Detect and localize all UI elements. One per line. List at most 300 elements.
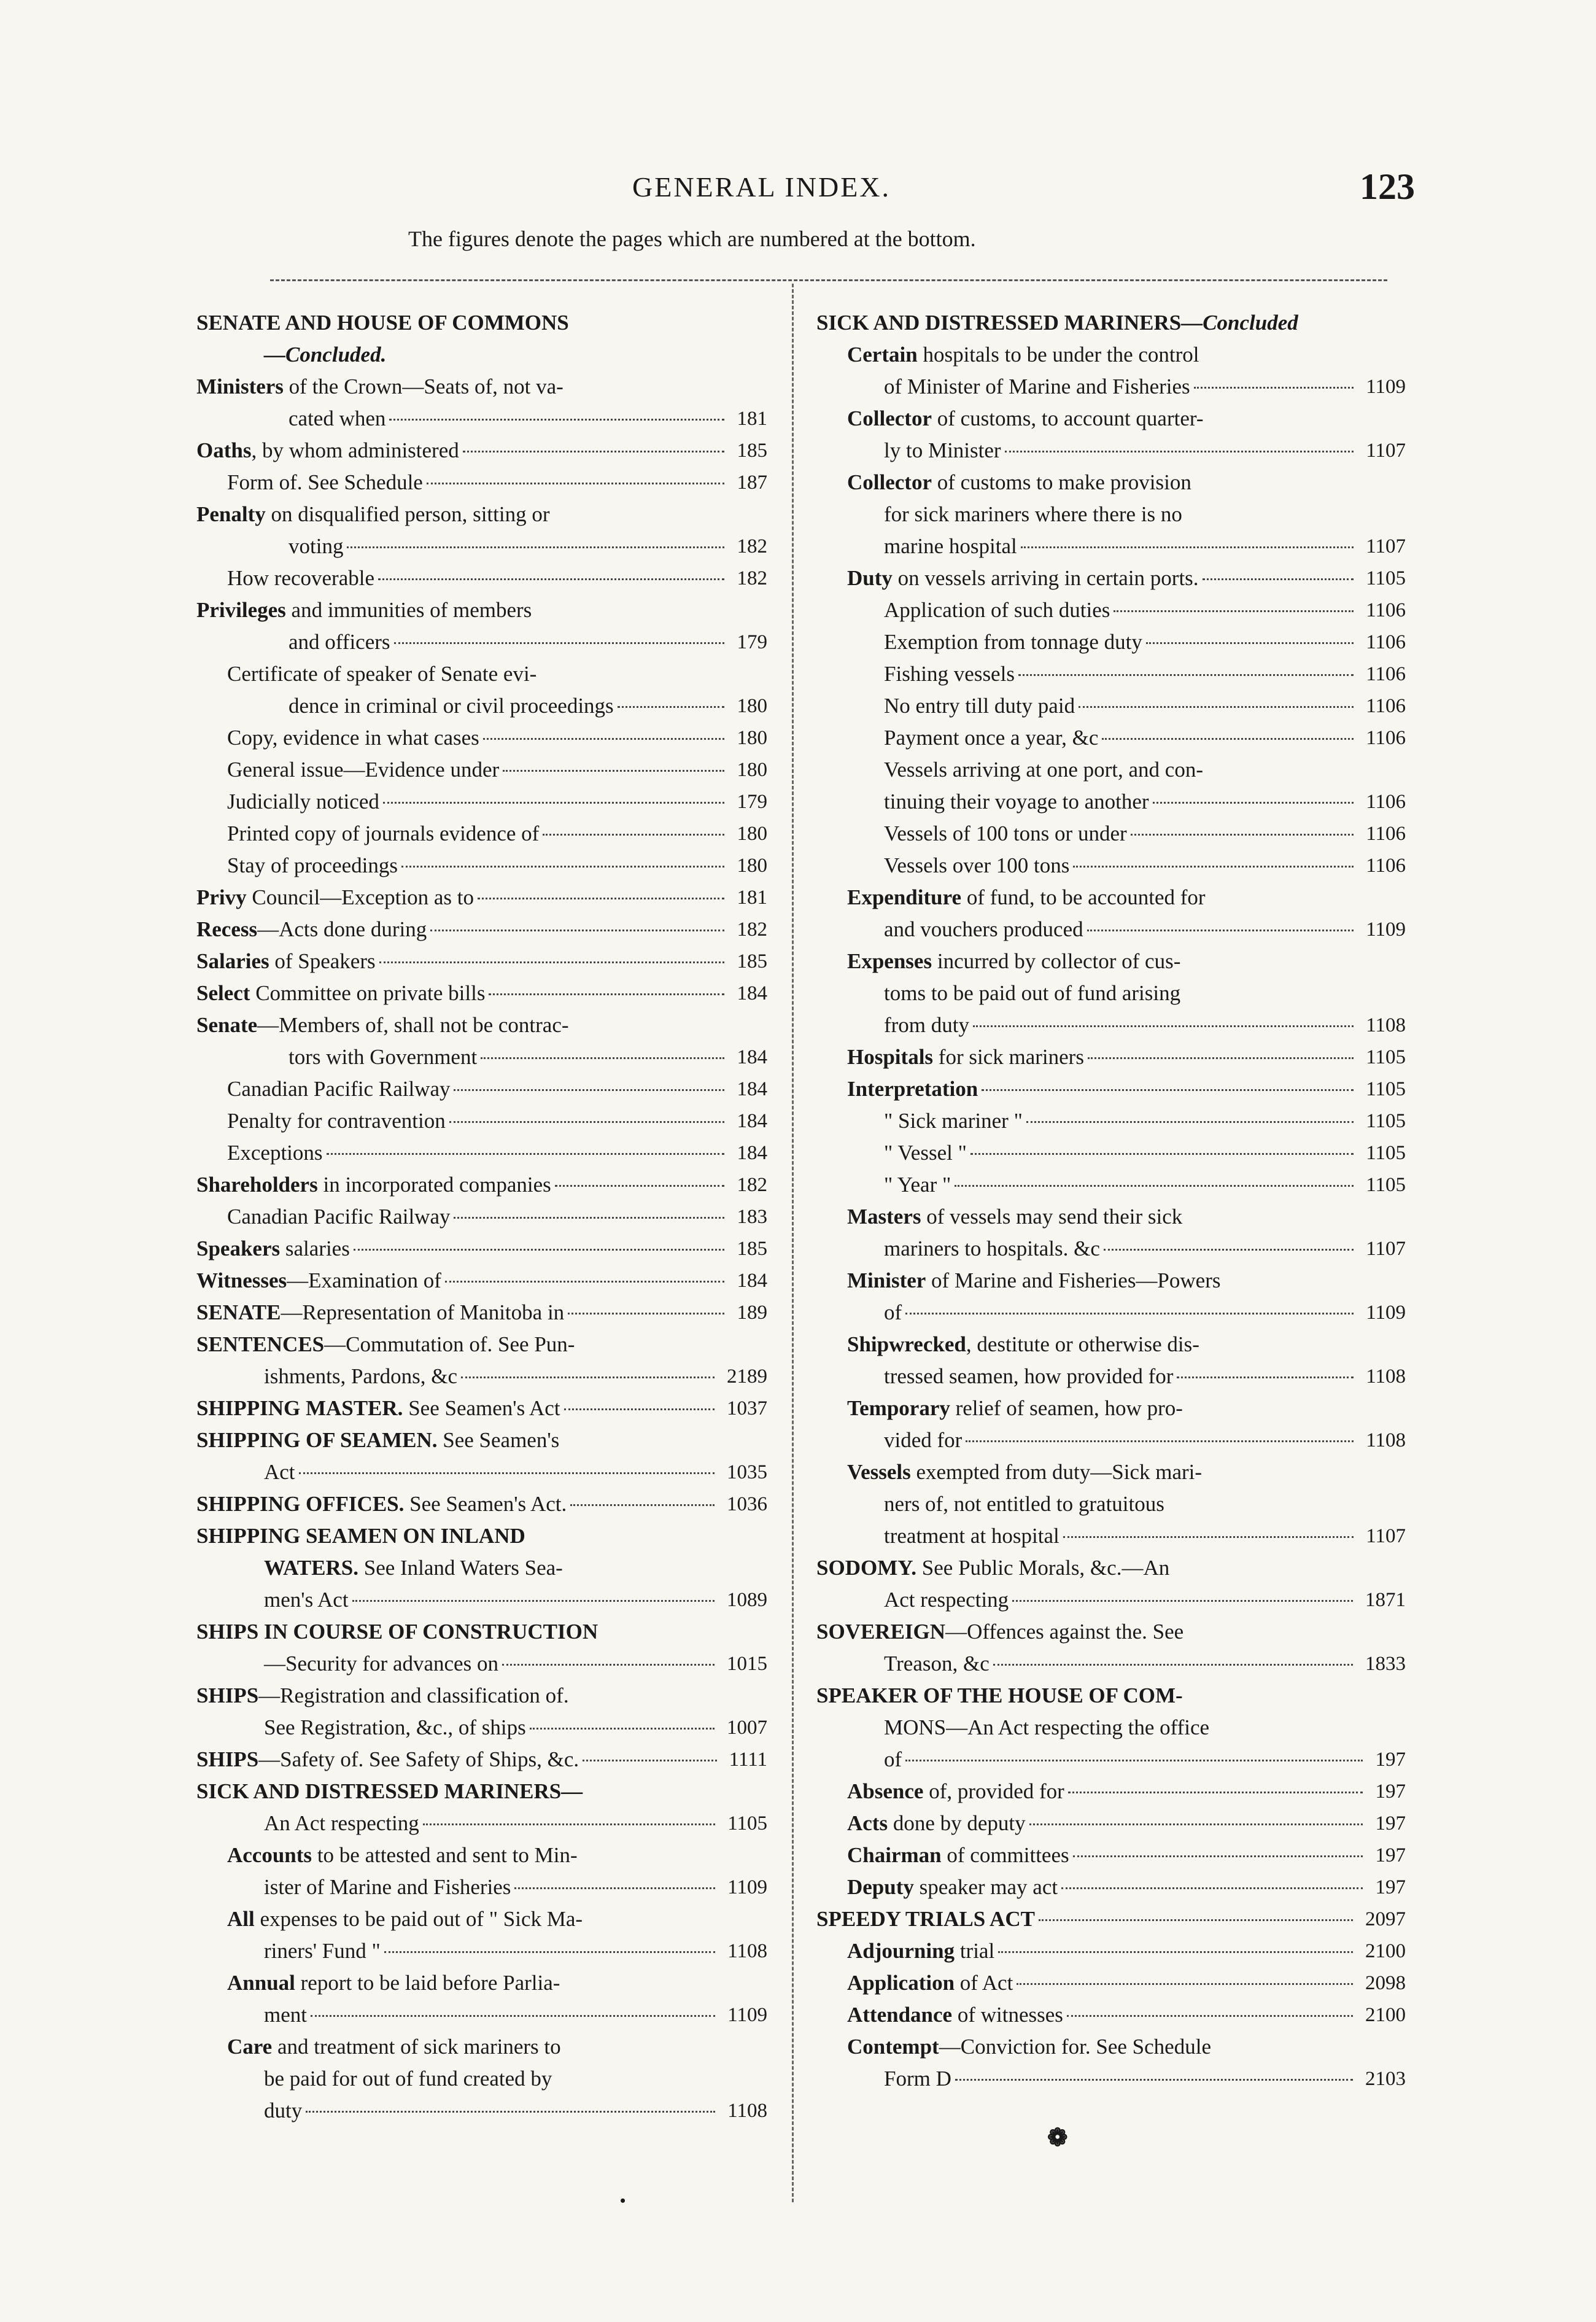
entry-text: on vessels arriving in certain ports. (892, 566, 1199, 590)
entry-text: riners' Fund " (264, 1939, 381, 1963)
index-entry (196, 1552, 767, 1584)
index-entry (816, 945, 1406, 977)
index-entry (816, 818, 1406, 850)
page-reference: 1106 (1366, 599, 1406, 621)
entry-text: —Representation of Manitoba in (281, 1300, 565, 1324)
page-reference: 1108 (1366, 1014, 1406, 1036)
entry-text: of the Crown—Seats of, not va- (283, 375, 564, 398)
entry-heading: Privy (196, 885, 247, 909)
entry-heading: Duty (847, 566, 893, 590)
index-entry (816, 339, 1406, 371)
dot-leader (378, 578, 724, 580)
index-entry (816, 1009, 1406, 1041)
page-header (0, 166, 1596, 215)
dot-leader (1068, 1792, 1363, 1793)
entry-text: Certificate of speaker of Senate evi- (227, 662, 537, 686)
page-reference: 1107 (1366, 535, 1406, 557)
page-reference: 1105 (1366, 1174, 1406, 1196)
dot-leader (503, 770, 724, 772)
page-reference: 1108 (1366, 1365, 1406, 1388)
entry-text: See Registration, &c., of ships (264, 1715, 526, 1739)
page-reference: 1106 (1366, 695, 1406, 717)
entry-text: cated when (289, 406, 386, 430)
printer-ornament: ❁ (1047, 2124, 1068, 2151)
entry-text: trial (955, 1939, 995, 1963)
dot-leader (299, 1472, 715, 1474)
entry-text: Council—Exception as to (246, 885, 474, 909)
entry-heading: Interpretation (847, 1077, 978, 1101)
entry-text: to be attested and sent to Min- (312, 1843, 578, 1867)
entry-heading: Select (196, 981, 250, 1005)
dot-leader (383, 802, 724, 804)
page-reference: 1109 (1366, 376, 1406, 398)
entry-heading: Annual (227, 1971, 295, 1995)
entry-text: in incorporated companies (317, 1173, 551, 1197)
index-entry (196, 1392, 767, 1424)
entry-text: Application of such duties (884, 598, 1110, 622)
index-entry (196, 1648, 767, 1680)
page-reference: 2189 (727, 1365, 767, 1388)
page-reference: 2103 (1365, 2068, 1406, 2090)
entry-text: —Security for advances on (264, 1652, 498, 1675)
dot-leader (384, 1951, 715, 1953)
entry-text: See Seamen's (437, 1428, 560, 1452)
entry-heading: SENATE AND HOUSE OF COMMONS (196, 311, 569, 335)
entry-text: Act (264, 1460, 295, 1484)
page-reference: 1108 (727, 2100, 767, 2122)
entry-heading: SODOMY. (816, 1556, 917, 1580)
page-reference: 181 (737, 887, 767, 909)
page-reference: 1107 (1366, 1238, 1406, 1260)
entry-text: toms to be paid out of fund arising (884, 981, 1181, 1005)
page-reference: 1111 (729, 1749, 767, 1771)
left-index-column (196, 307, 767, 2127)
dot-leader (1073, 1855, 1363, 1857)
entry-text: of Minister of Marine and Fisheries (884, 375, 1190, 398)
page-reference: 1107 (1366, 440, 1406, 462)
entry-text: , destitute or otherwise dis- (966, 1332, 1199, 1356)
entry-text: and officers (289, 630, 390, 654)
index-entry (196, 1233, 767, 1265)
entry-text: Payment once a year, &c (884, 726, 1099, 750)
index-entry (196, 1839, 767, 1871)
entry-heading: Adjourning (847, 1939, 955, 1963)
page-reference: 179 (737, 791, 767, 813)
index-entry (196, 403, 767, 435)
page-reference: 185 (737, 440, 767, 462)
entry-heading: Temporary (847, 1396, 950, 1420)
index-entry (816, 530, 1406, 562)
dot-leader (1039, 1919, 1353, 1921)
index-entry (816, 1233, 1406, 1265)
index-entry (196, 1967, 767, 1999)
entry-text: " Year " (884, 1173, 951, 1197)
entry-heading: Oaths (196, 438, 252, 462)
index-entry (816, 786, 1406, 818)
index-entry (196, 1584, 767, 1616)
index-entry (816, 1329, 1406, 1361)
index-entry (196, 1105, 767, 1137)
index-entry (816, 1776, 1406, 1808)
index-entry (196, 786, 767, 818)
page-reference: 181 (737, 408, 767, 430)
entry-heading: SENTENCES (196, 1332, 325, 1356)
entry-heading: SPEEDY TRIALS ACT (816, 1907, 1035, 1931)
index-entry (816, 1999, 1406, 2031)
dot-leader (982, 1089, 1354, 1091)
entry-text: See Seamen's Act (403, 1396, 560, 1420)
index-entry (196, 1808, 767, 1839)
page-reference: 180 (737, 695, 767, 717)
entry-text: Form of. See Schedule (227, 470, 423, 494)
entry-heading: Salaries (196, 949, 269, 973)
entry-heading: Contempt (847, 2035, 939, 2059)
entry-text: Fishing vessels (884, 662, 1015, 686)
page-reference: 1106 (1366, 791, 1406, 813)
entry-heading: SICK AND DISTRESSED MARINERS— (196, 1779, 583, 1803)
entry-heading: Vessels (847, 1460, 911, 1484)
entry-heading: Witnesses (196, 1268, 287, 1292)
index-entry (816, 403, 1406, 435)
dot-leader (1079, 706, 1354, 708)
dot-leader (1005, 451, 1354, 452)
page-reference: 197 (1375, 1876, 1406, 1898)
dot-leader (461, 1377, 715, 1378)
page-reference: 183 (737, 1206, 767, 1228)
dot-leader (347, 546, 724, 548)
page-reference: 2098 (1365, 1972, 1406, 1994)
index-entry (196, 945, 767, 977)
index-entry (816, 371, 1406, 403)
index-entry (196, 1903, 767, 1935)
entry-text: How recoverable (227, 566, 375, 590)
index-entry (816, 977, 1406, 1009)
index-entry (196, 1329, 767, 1361)
index-entry (196, 1488, 767, 1520)
index-entry (196, 1680, 767, 1712)
page-reference: 2100 (1365, 2004, 1406, 2026)
entry-heading: Acts (847, 1811, 888, 1835)
dot-leader (1194, 387, 1354, 389)
column-divider (792, 284, 794, 2202)
page-reference: 1107 (1366, 1525, 1406, 1547)
entry-text: of vessels may send their sick (921, 1205, 1183, 1229)
entry-text: Canadian Pacific Railway (227, 1205, 451, 1229)
entry-text: of Speakers (269, 949, 376, 973)
index-entry (816, 1712, 1406, 1744)
page-reference: 197 (1375, 1812, 1406, 1835)
dot-leader (993, 1664, 1353, 1666)
index-entry (196, 1201, 767, 1233)
index-entry (196, 818, 767, 850)
entry-text: treatment at hospital (884, 1524, 1059, 1548)
dot-leader (970, 1153, 1354, 1155)
dot-leader (1153, 802, 1354, 804)
entry-text: —Concluded. (264, 343, 387, 367)
entry-text: Exemption from tonnage duty (884, 630, 1142, 654)
page-reference: 2097 (1365, 1908, 1406, 1930)
entry-heading: Penalty (196, 502, 266, 526)
entry-text: General issue—Evidence under (227, 758, 500, 782)
entry-heading: SHIPPING SEAMEN ON INLAND (196, 1524, 525, 1548)
dot-leader (1114, 610, 1354, 612)
entry-heading: SHIPPING OF SEAMEN. (196, 1428, 438, 1452)
index-entry (816, 1648, 1406, 1680)
entry-text: Exceptions (227, 1141, 323, 1165)
dot-leader (564, 1408, 715, 1410)
page-reference: 182 (737, 918, 767, 941)
index-note: The figures denote the pages which are numbered at the bottom. (408, 227, 976, 251)
dot-leader (502, 1664, 715, 1666)
entry-text: of Marine and Fisheries—Powers (926, 1268, 1221, 1292)
entry-text: Copy, evidence in what cases (227, 726, 479, 750)
index-entry (816, 914, 1406, 945)
index-entry (196, 499, 767, 530)
entry-heading: Hospitals (847, 1045, 934, 1069)
entry-text: ment (264, 2003, 307, 2027)
dot-leader (430, 930, 724, 931)
page-reference: 1015 (727, 1653, 767, 1675)
entry-heading: SHIPS (196, 1747, 259, 1771)
index-entry (816, 1520, 1406, 1552)
index-entry (196, 1073, 767, 1105)
entry-text: of Act (955, 1971, 1013, 1995)
entry-text: duty (264, 2099, 303, 2122)
entry-text: Committee on private bills (250, 981, 486, 1005)
entry-text: be paid for out of fund created by (264, 2067, 552, 2091)
entry-text: tressed seamen, how provided for (884, 1364, 1174, 1388)
ink-speck: • (620, 2192, 626, 2210)
index-entry (816, 1744, 1406, 1776)
entry-text: done by deputy (888, 1811, 1026, 1835)
entry-text: Act respecting (884, 1588, 1009, 1612)
page-reference: 1108 (1366, 1429, 1406, 1451)
entry-text: Judicially noticed (227, 790, 379, 813)
index-entry (816, 1201, 1406, 1233)
page-reference: 187 (737, 472, 767, 494)
entry-heading: Expenditure (847, 885, 962, 909)
dot-leader (427, 483, 724, 484)
page-reference: 182 (737, 1174, 767, 1196)
dot-leader (966, 1440, 1354, 1442)
dot-leader (489, 993, 724, 995)
index-entry (196, 1712, 767, 1744)
dot-leader (973, 1025, 1354, 1027)
dot-leader (483, 738, 724, 740)
entry-text: , by whom administered (251, 438, 459, 462)
index-entry (196, 1776, 767, 1808)
index-entry (816, 2031, 1406, 2063)
dot-leader (1104, 1249, 1354, 1251)
dot-leader (530, 1728, 715, 1730)
dot-leader (463, 451, 724, 452)
entry-heading: Shipwrecked (847, 1332, 966, 1356)
page-reference: 1871 (1365, 1589, 1406, 1611)
entry-text: —Registration and classification of. (258, 1683, 569, 1707)
entry-text: report to be laid before Parlia- (295, 1971, 560, 1995)
index-entry (196, 530, 767, 562)
page-reference: 1089 (727, 1589, 767, 1611)
entry-heading: Senate (196, 1013, 258, 1037)
index-entry (196, 2063, 767, 2095)
entry-text: incurred by collector of cus- (932, 949, 1181, 973)
index-entry (196, 658, 767, 690)
entry-heading: SHIPPING MASTER. (196, 1396, 403, 1420)
index-entry (816, 722, 1406, 754)
entry-text: exempted from duty—Sick mari- (910, 1460, 1203, 1484)
entry-text: relief of seamen, how pro- (950, 1396, 1183, 1420)
dot-leader (423, 1823, 715, 1825)
index-entry (816, 499, 1406, 530)
entry-heading: Application (847, 1971, 955, 1995)
page-number: 123 (1360, 166, 1415, 207)
index-entry (196, 1009, 767, 1041)
entry-text: mariners to hospitals. &c (884, 1237, 1100, 1260)
entry-text: ister of Marine and Fisheries (264, 1875, 511, 1899)
index-entry (196, 850, 767, 882)
entry-heading: Accounts (227, 1843, 312, 1867)
index-entry (816, 690, 1406, 722)
index-entry (816, 594, 1406, 626)
index-entry (196, 1616, 767, 1648)
index-entry (196, 1999, 767, 2031)
dot-leader (1021, 546, 1354, 548)
dot-leader (449, 1121, 724, 1123)
page-reference: 1106 (1366, 855, 1406, 877)
entry-text: of (884, 1300, 902, 1324)
page-reference: 1833 (1365, 1653, 1406, 1675)
page-reference: 1109 (727, 1876, 767, 1898)
page-reference: 197 (1375, 1844, 1406, 1866)
entry-heading: Collector (847, 406, 932, 430)
entry-text: vided for (884, 1428, 963, 1452)
dot-leader (555, 1185, 724, 1187)
entry-heading: Ministers (196, 375, 284, 398)
index-entry (816, 1903, 1406, 1935)
page-reference: 184 (737, 1078, 767, 1100)
index-entry (196, 1456, 767, 1488)
page-reference: 182 (737, 567, 767, 589)
index-entry (196, 594, 767, 626)
page-reference: 179 (737, 631, 767, 653)
index-entry (816, 1488, 1406, 1520)
dot-leader (1087, 930, 1354, 931)
index-entry (816, 1552, 1406, 1584)
entry-text: MONS—An Act respecting the office (884, 1715, 1210, 1739)
entry-text: of committees (941, 1843, 1069, 1867)
index-entry (816, 658, 1406, 690)
page-reference: 1108 (727, 1940, 767, 1962)
index-entry (816, 1808, 1406, 1839)
page-reference: 1037 (727, 1397, 767, 1419)
index-entry (816, 1297, 1406, 1329)
entry-text: —Safety of. See Safety of Ships, &c. (258, 1747, 579, 1771)
index-entry (196, 1871, 767, 1903)
entry-heading: SHIPS IN COURSE OF CONSTRUCTION (196, 1620, 598, 1644)
entry-heading: WATERS. (264, 1556, 358, 1580)
entry-text: Form D (884, 2067, 951, 2091)
index-entry (196, 1265, 767, 1297)
dot-leader (1017, 1983, 1353, 1985)
index-entry (816, 1616, 1406, 1648)
index-entry (816, 1105, 1406, 1137)
index-entry (816, 1392, 1406, 1424)
dot-leader (998, 1951, 1353, 1953)
page-reference: 1105 (1366, 567, 1406, 589)
index-entry (196, 626, 767, 658)
index-entry (196, 1169, 767, 1201)
index-entry (816, 1169, 1406, 1201)
index-entry (196, 690, 767, 722)
entry-text: Vessels arriving at one port, and con- (884, 758, 1203, 782)
entry-text: Printed copy of journals evidence of (227, 821, 540, 845)
index-entry (196, 1935, 767, 1967)
dot-leader (1061, 1887, 1363, 1889)
page-reference: 185 (737, 1238, 767, 1260)
dot-leader (618, 706, 724, 708)
entry-text: ishments, Pardons, &c (264, 1364, 457, 1388)
dot-leader (1063, 1536, 1354, 1538)
entry-heading: SICK AND DISTRESSED MARINERS (816, 311, 1182, 335)
entry-text: " Vessel " (884, 1141, 967, 1165)
entry-text: ly to Minister (884, 438, 1001, 462)
entry-text: —Commutation of. See Pun- (324, 1332, 575, 1356)
index-entry (816, 435, 1406, 467)
entry-text: See Seamen's Act. (404, 1492, 567, 1516)
entry-text: from duty (884, 1013, 970, 1037)
dot-leader (955, 1185, 1354, 1187)
entry-heading: SENATE (196, 1300, 281, 1324)
entry-text: No entry till duty paid (884, 694, 1075, 718)
dot-leader (583, 1760, 717, 1761)
entry-text: dence in criminal or civil proceedings (289, 694, 614, 718)
index-entry (196, 435, 767, 467)
index-entry (816, 1361, 1406, 1392)
page-reference: 1106 (1366, 663, 1406, 685)
entry-heading: Certain (847, 343, 918, 367)
dot-leader (389, 419, 724, 421)
entry-text: speaker may act (913, 1875, 1058, 1899)
index-entry (816, 1137, 1406, 1169)
entry-heading: Recess (196, 917, 258, 941)
index-entry (816, 1424, 1406, 1456)
dot-leader (1073, 866, 1354, 868)
dot-leader (905, 1760, 1363, 1761)
index-entry (196, 1137, 767, 1169)
entry-text: Vessels of 100 tons or under (884, 821, 1127, 845)
entry-text: expenses to be paid out of " Sick Ma- (254, 1907, 583, 1931)
dot-leader (1012, 1600, 1353, 1602)
entry-text: men's Act (264, 1588, 349, 1612)
dot-leader (454, 1217, 724, 1219)
index-entry (816, 850, 1406, 882)
entry-text: ners of, not entitled to gratuitous (884, 1492, 1164, 1516)
entry-text: —Conviction for. See Schedule (939, 2035, 1211, 2059)
entry-text: for sick mariners where there is no (884, 502, 1182, 526)
dot-leader (570, 1504, 715, 1506)
page-reference: 1105 (1366, 1142, 1406, 1164)
entry-heading: Chairman (847, 1843, 942, 1867)
entry-text: of customs to make provision (931, 470, 1191, 494)
page-reference: 180 (737, 855, 767, 877)
entry-text: and immunities of members (285, 598, 532, 622)
dot-leader (1177, 1377, 1354, 1378)
page-reference: 184 (737, 1270, 767, 1292)
page-reference: 184 (737, 1110, 767, 1132)
index-entry (196, 339, 767, 371)
index-entry (816, 754, 1406, 786)
index-entry (196, 1041, 767, 1073)
